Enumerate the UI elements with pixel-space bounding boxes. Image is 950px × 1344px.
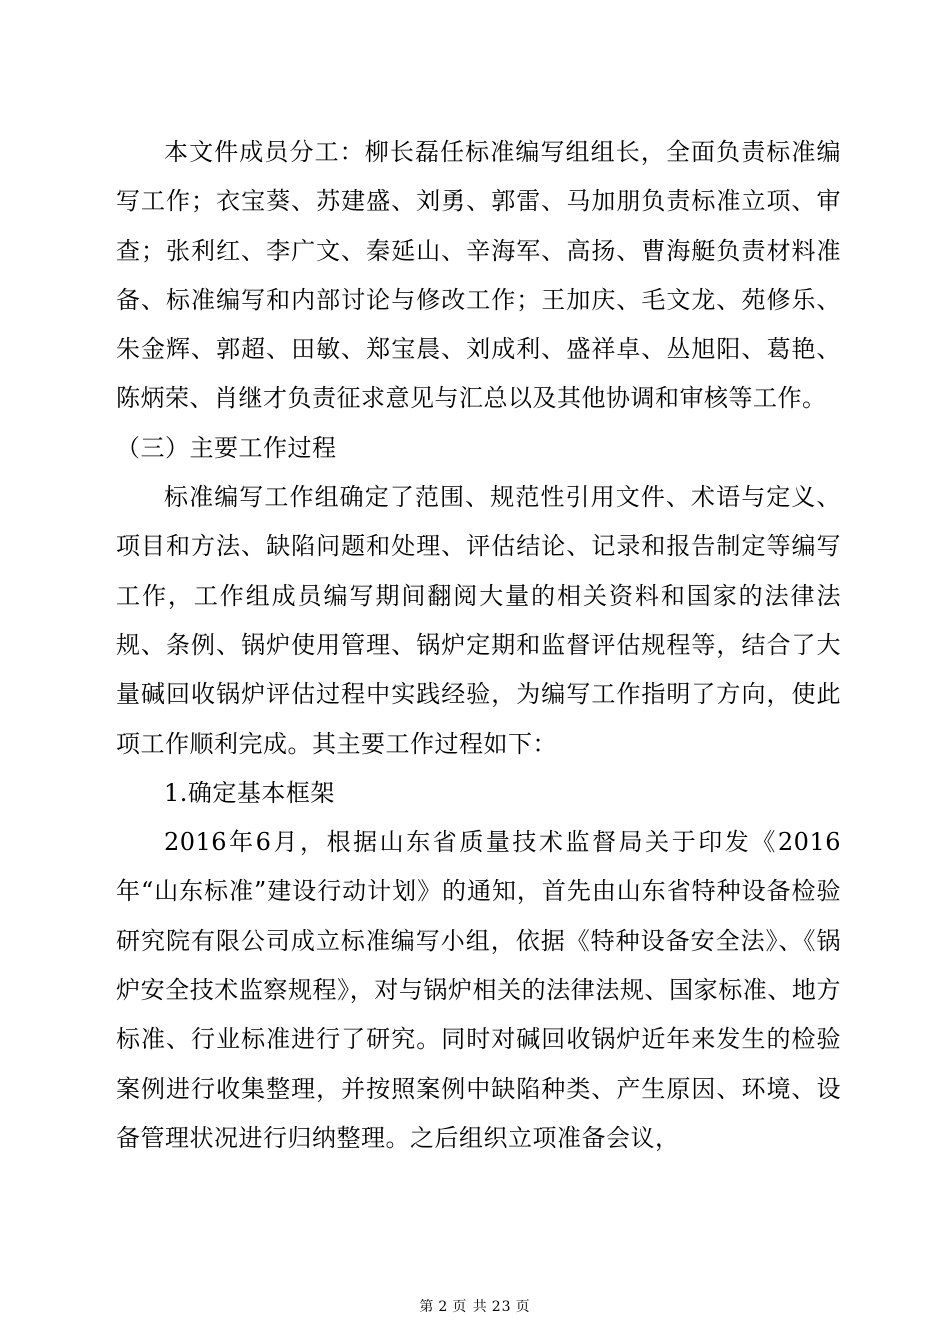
footer-total-pages: 23 (491, 1299, 512, 1315)
page-footer (0, 1296, 950, 1316)
paragraph-framework-detail: 2016年6月，根据山东省质量技术监督局关于印发《2016年“山东标准”建设行动计划》的通知，首先由山东省特种设备检验研究院有限公司成立标准编写小组，依据《特种设备安全法》、《锅炉安全技术监察规程》，对与锅炉相关的法律法规、国家标准、地方标准、行业标准进行了研究。同时对碱回收锅炉近年来发生的检验案例进行收集整理，并按照案例中缺陷种类、产生原因、环境、设备管理状况进行归纳整理。之后组织立项准备会议， (116, 828, 841, 1152)
footer-prefix: 第 (419, 1299, 435, 1315)
section-heading-main-process: （三）主要工作过程 (116, 433, 337, 462)
subheading-basic-framework: 1.确定基本框架 (164, 778, 335, 807)
footer-current-page: 2 (438, 1299, 449, 1315)
paragraph-member-division: 本文件成员分工：柳长磊任标准编写组组长，全面负责标准编写工作；衣宝葵、苏建盛、刘勇、郭雷、马加朋负责标准立项、审查；张利红、李广文、秦延山、辛海军、高扬、曹海艇负责材料准备、标准编写和内部讨论与修改工作；王加庆、毛文龙、苑修乐、朱金辉、郭超、田敏、郑宝晨、刘成利、盛祥卓、丛旭阳、葛艳、陈炳荣、肖继才负责征求意见与汇总以及其他协调和审核等工作。 (116, 138, 841, 413)
footer-middle: 页 共 (452, 1299, 488, 1315)
document-body (116, 128, 841, 1163)
paragraph-work-overview: 标准编写工作组确定了范围、规范性引用文件、术语与定义、项目和方法、缺陷问题和处理、评估结论、记录和报告制定等编写工作，工作组成员编写期间翻阅大量的相关资料和国家的法律法规、条例、锅炉使用管理、锅炉定期和监督评估规程等，结合了大量碱回收锅炉评估过程中实践经验，为编写工作指明了方向，使此项工作顺利完成。其主要工作过程如下： (116, 483, 841, 758)
footer-suffix: 页 (515, 1299, 531, 1315)
